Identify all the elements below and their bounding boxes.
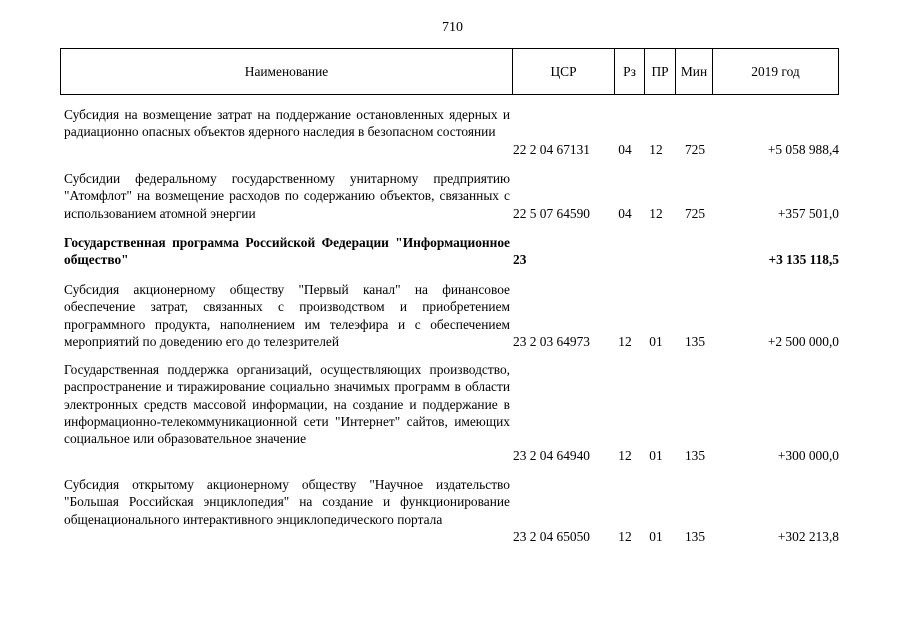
row-csr: 23	[513, 252, 527, 267]
table-header	[60, 48, 839, 95]
row-csr: 23 2 04 65050	[513, 529, 590, 544]
row-min: 135	[684, 448, 706, 463]
row-amount: +302 213,8	[777, 529, 839, 544]
row-csr: 22 5 07 64590	[513, 206, 590, 221]
row-rz: 04	[618, 206, 632, 221]
row-name: Субсидия акционерному обществу "Первый канал" на финансовое обеспечение затрат, связанных с производством и приобретением программного продукта, наполнением им телеэфира и с обеспечением мероприятий по доведению его до телезрителей	[64, 282, 510, 349]
header-pr: ПР	[645, 49, 676, 94]
row-amount: +3 135 118,5	[768, 252, 839, 267]
header-year: 2019 год	[751, 63, 800, 79]
row-csr: 23 2 03 64973	[513, 334, 590, 349]
row-pr: 01	[649, 448, 663, 463]
header-name: Наименование	[61, 49, 513, 94]
row-min: 725	[684, 206, 706, 221]
row-csr: 23 2 04 64940	[513, 448, 590, 463]
row-name: Субсидия открытому акционерному обществу "Научное издательство "Большая Российская энциклопедия" на создание и функционирование общенационального интерактивного энциклопедического портала	[64, 477, 510, 527]
row-pr: 01	[649, 334, 663, 349]
header-min: Мин	[676, 49, 713, 94]
row-rz: 12	[618, 448, 632, 463]
row-min: 135	[684, 529, 706, 544]
row-rz: 04	[618, 142, 632, 157]
page-number: 710	[442, 20, 463, 35]
row-amount: +2 500 000,0	[767, 334, 839, 349]
row-min: 135	[684, 334, 706, 349]
row-min: 725	[684, 142, 706, 157]
row-name: Государственная программа Российской Федерации "Информационное общество"	[64, 235, 510, 268]
row-pr: 12	[649, 206, 663, 221]
row-name: Государственная поддержка организаций, осуществляющих производство, распространение и тиражирование социально значимых программ в области электронных средств массовой информации, на создание и поддержание в информационно-телекоммуникационной сети "Интернет" сайтов, имеющих социальное или образовательное значение	[64, 362, 510, 447]
row-rz: 12	[618, 529, 632, 544]
row-rz: 12	[618, 334, 632, 349]
row-pr: 01	[649, 529, 663, 544]
row-name: Субсидии федеральному государственному унитарному предприятию "Атомфлот" на возмещение расходов по содержанию объектов, связанных с использованием атомной энергии	[64, 171, 510, 221]
row-name: Субсидия на возмещение затрат на поддержание остановленных ядерных и радиационно опасных объектов ядерного наследия в безопасном состоянии	[64, 107, 510, 140]
row-amount: +300 000,0	[777, 448, 839, 463]
header-csr: ЦСР	[513, 49, 615, 94]
header-rz: Рз	[615, 49, 645, 94]
row-amount: +5 058 988,4	[767, 142, 839, 157]
row-pr: 12	[649, 142, 663, 157]
row-amount: +357 501,0	[777, 206, 839, 221]
row-csr: 22 2 04 67131	[513, 142, 590, 157]
